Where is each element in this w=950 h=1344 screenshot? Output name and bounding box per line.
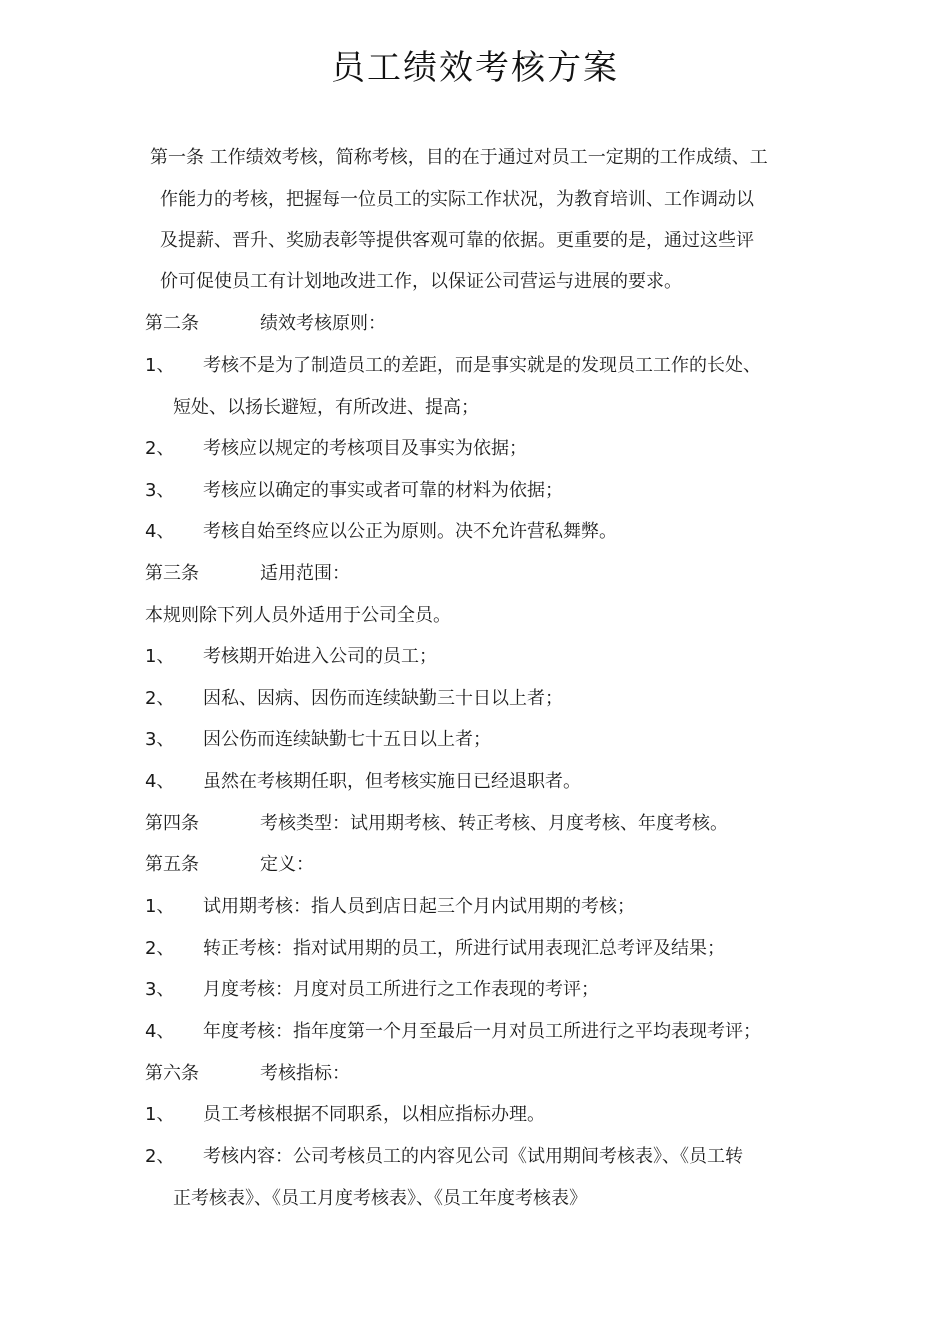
article-label: 第六条 [145, 1063, 199, 1084]
item-number: 2、 [145, 938, 175, 959]
list-item [145, 978, 599, 1002]
item-text: 月度考核：月度对员工所进行之工作表现的考评； [203, 979, 599, 1000]
article5-heading-row [145, 853, 314, 877]
article-label: 第三条 [145, 563, 199, 584]
list-item [145, 354, 761, 378]
item-number: 3、 [145, 979, 175, 1000]
item-text: 考核自始至终应以公正为原则。决不允许营私舞弊。 [203, 521, 617, 542]
item-text: 试用期考核：指人员到店日起三个月内试用期的考核； [203, 896, 635, 917]
article1-line2: 作能力的考核，把握每一位员工的实际工作状况，为教育培训、工作调动以 [160, 189, 754, 210]
list-item [145, 895, 635, 919]
item-text: 考核应以规定的考核项目及事实为依据； [203, 438, 527, 459]
article-heading: 考核类型：试用期考核、转正考核、月度考核、年度考核。 [260, 813, 728, 834]
list-item [145, 687, 563, 711]
article1-line3: 及提薪、晋升、奖励表彰等提供客观可靠的依据。更重要的是，通过这些评 [160, 230, 754, 251]
list-item [145, 1020, 761, 1044]
item-text: 考核期开始进入公司的员工； [203, 646, 437, 667]
item-text: 因私、因病、因伤而连续缺勤三十日以上者； [203, 688, 563, 709]
list-item-continuation: 正考核表》、《员工月度考核表》、《员工年度考核表》 [173, 1188, 587, 1209]
article-heading: 考核指标： [260, 1063, 350, 1084]
item-text: 员工考核根据不同职系，以相应指标办理。 [203, 1104, 545, 1125]
list-item [145, 645, 437, 669]
item-number: 1、 [145, 896, 175, 917]
item-text: 年度考核：指年度第一个月至最后一月对员工所进行之平均表现考评； [203, 1021, 761, 1042]
item-number: 3、 [145, 729, 175, 750]
item-number: 4、 [145, 771, 175, 792]
item-number: 4、 [145, 1021, 175, 1042]
item-number: 1、 [145, 355, 175, 376]
article2-heading-row [145, 312, 386, 336]
article3-intro: 本规则除下列人员外适用于公司全员。 [145, 605, 451, 626]
list-item [145, 437, 527, 461]
list-item [145, 1103, 545, 1127]
document-title: 员工绩效考核方案 [331, 48, 619, 88]
item-number: 1、 [145, 646, 175, 667]
article6-heading-row [145, 1062, 350, 1086]
item-number: 4、 [145, 521, 175, 542]
article1-line4: 价可促使员工有计划地改进工作，以保证公司营运与进展的要求。 [160, 271, 682, 292]
article-heading: 绩效考核原则： [260, 313, 386, 334]
list-item-continuation: 短处、以扬长避短，有所改进、提高； [173, 397, 479, 418]
item-number: 3、 [145, 480, 175, 501]
item-text: 转正考核：指对试用期的员工，所进行试用表现汇总考评及结果； [203, 938, 725, 959]
item-number: 1、 [145, 1104, 175, 1125]
article-heading: 定义： [260, 854, 314, 875]
article4-heading-row [145, 812, 728, 836]
item-text: 考核内容：公司考核员工的内容见公司《试用期间考核表》、《员工转 [203, 1146, 743, 1167]
list-item [145, 770, 581, 794]
list-item [145, 520, 617, 544]
item-number: 2、 [145, 1146, 175, 1167]
item-text: 考核不是为了制造员工的差距，而是事实就是的发现员工工作的长处、 [203, 355, 761, 376]
list-item [145, 1145, 743, 1169]
list-item [145, 728, 491, 752]
item-text: 考核应以确定的事实或者可靠的材料为依据； [203, 480, 563, 501]
article1-line1: 第一条 工作绩效考核，简称考核，目的在于通过对员工一定期的工作成绩、工 [150, 147, 768, 168]
item-number: 2、 [145, 438, 175, 459]
article-heading: 适用范围： [260, 563, 350, 584]
item-text: 因公伤而连续缺勤七十五日以上者； [203, 729, 491, 750]
article3-heading-row [145, 562, 350, 586]
article-label: 第四条 [145, 813, 199, 834]
article-label: 第五条 [145, 854, 199, 875]
article-label: 第二条 [145, 313, 199, 334]
item-number: 2、 [145, 688, 175, 709]
item-text: 虽然在考核期任职，但考核实施日已经退职者。 [203, 771, 581, 792]
list-item [145, 937, 725, 961]
list-item [145, 479, 563, 503]
